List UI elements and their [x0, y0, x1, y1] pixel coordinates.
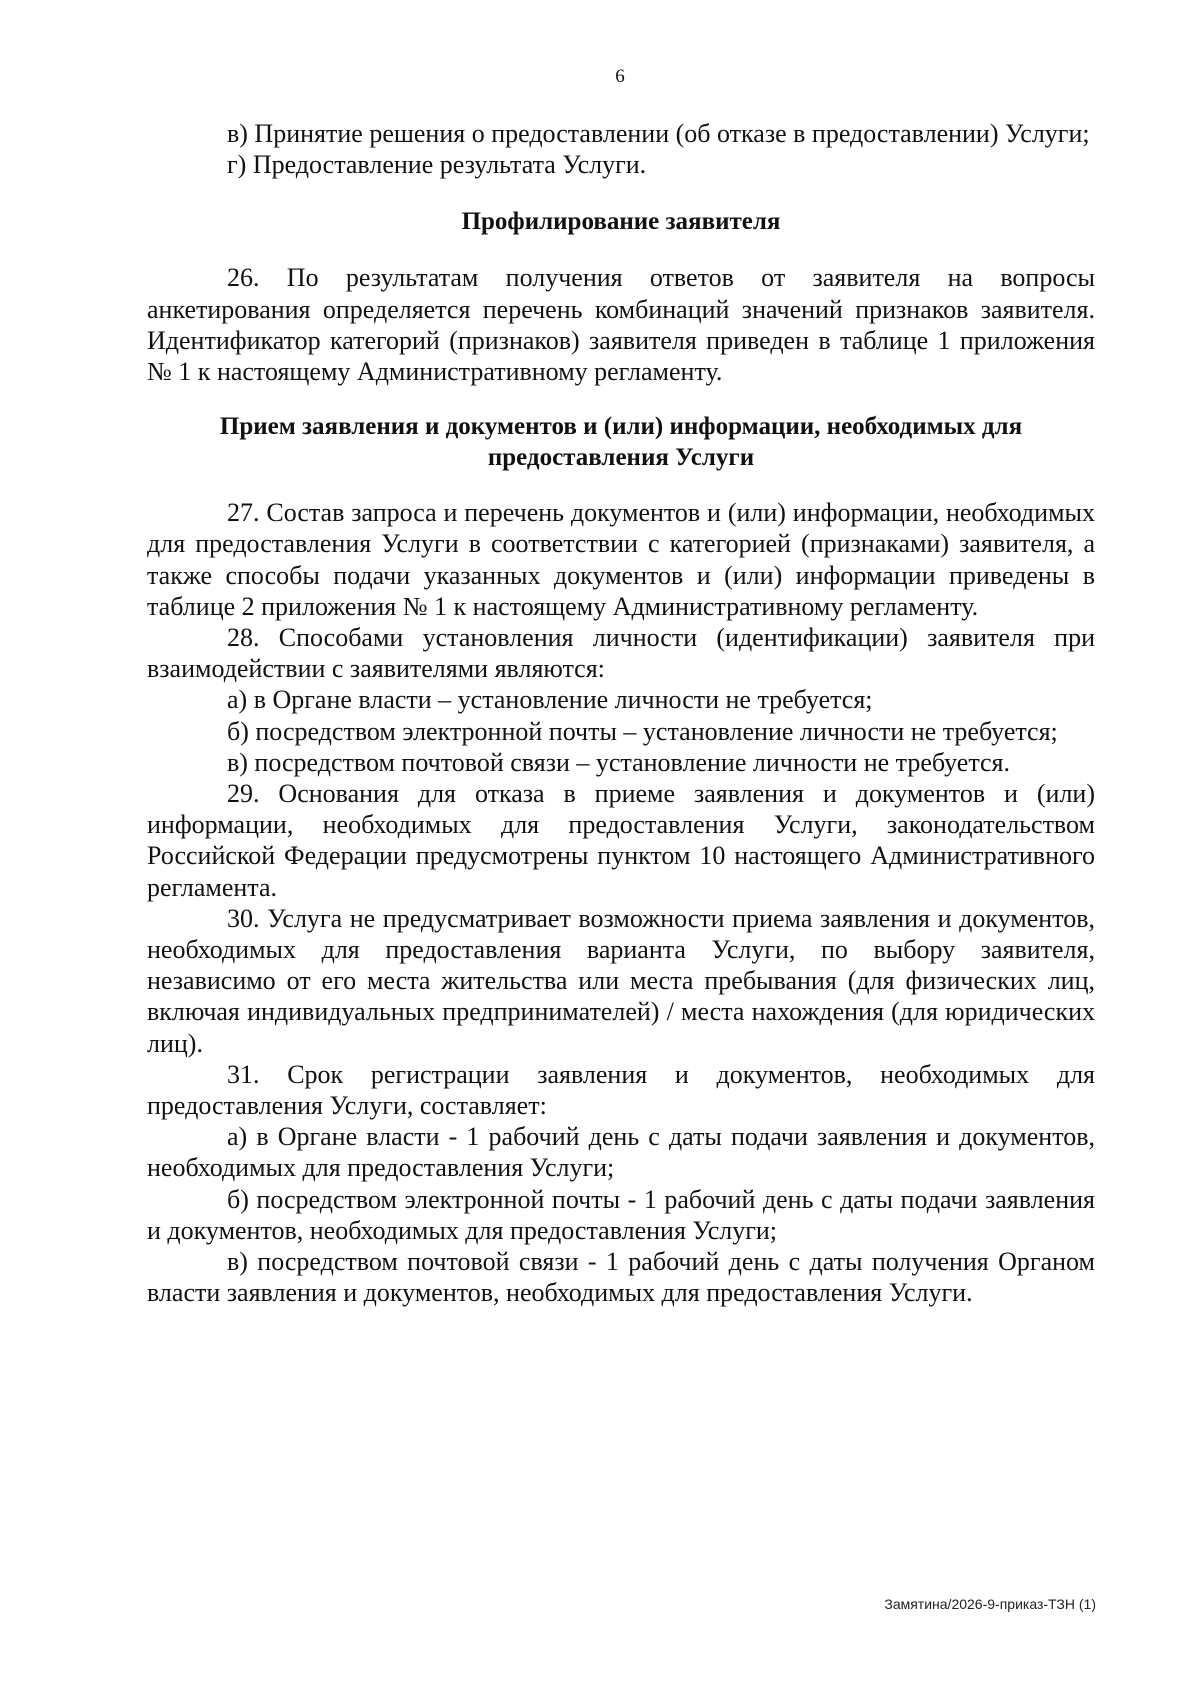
- paragraph-25-v: в) Принятие решения о предоставлении (об отказе в предоставлении) Услуги;: [227, 119, 1090, 148]
- paragraph-27: 27. Состав запроса и перечень документов и (или) информации, необходимых для предоставления Услуги в соответствии с категорией (признаками) заявителя, а также способы подачи указанных документов и (или) информации приведены в таблице 2 приложения № 1 к настоящему Административному регламенту.: [147, 498, 1095, 621]
- paragraph-25-g: г) Предоставление результата Услуги.: [227, 150, 647, 180]
- paragraph-31-a: а) в Органе власти - 1 рабочий день с даты подачи заявления и документов, необходимых для предоставления Услуги;: [147, 1122, 1095, 1183]
- paragraph-31-v: в) посредством почтовой связи - 1 рабочий день с даты получения Органом власти заявления и документов, необходимых для предоставления Услуги.: [147, 1247, 1095, 1308]
- paragraph-29: 29. Основания для отказа в приеме заявления и документов и (или) информации, необходимых для предоставления Услуги, законодательством Российской Федерации предусмотрены пунктом 10 настоящего Административного регламента.: [147, 779, 1095, 902]
- paragraph-28: 28. Способами установления личности (идентификации) заявителя при взаимодействии с заявителями являются:: [147, 623, 1095, 684]
- document-body: [147, 118, 1095, 1309]
- paragraph-30: 30. Услуга не предусматривает возможности приема заявления и документов, необходимых для предоставления варианта Услуги, по выбору заявителя, независимо от его места жительства или места пребывания (для физических лиц, включая индивидуальных предпринимателей) / места нахождения (для юридических лиц).: [147, 903, 1095, 1058]
- paragraph-26: 26. По результатам получения ответов от заявителя на вопросы анкетирования определяется перечень комбинаций значений признаков заявителя. Идентификатор категорий (признаков) заявителя приведен в таблице 1 приложения № 1 к настоящему Административному регламенту.: [147, 263, 1095, 387]
- paragraph-28-b: б) посредством электронной почты – установление личности не требуется;: [227, 716, 1058, 746]
- page-number: 6: [615, 66, 625, 87]
- paragraph-28-v: в) посредством почтовой связи – установление личности не требуется.: [227, 747, 1011, 777]
- paragraph-31-b: б) посредством электронной почты - 1 рабочий день с даты подачи заявления и документов, необходимых для предоставления Услуги;: [147, 1184, 1095, 1245]
- document-footer-reference: Замятина/2026-9-приказ-ТЗН (1): [884, 1596, 1096, 1612]
- paragraph-31: 31. Срок регистрации заявления и документов, необходимых для предоставления Услуги, составляет:: [147, 1059, 1095, 1121]
- heading-applicant-profiling: Профилирование заявителя: [461, 208, 781, 236]
- paragraph-28-a: а) в Органе власти – установление личности не требуется;: [227, 685, 873, 715]
- heading-application-reception: Прием заявления и документов и (или) информации, необходимых для предоставления Услуги: [219, 413, 1023, 472]
